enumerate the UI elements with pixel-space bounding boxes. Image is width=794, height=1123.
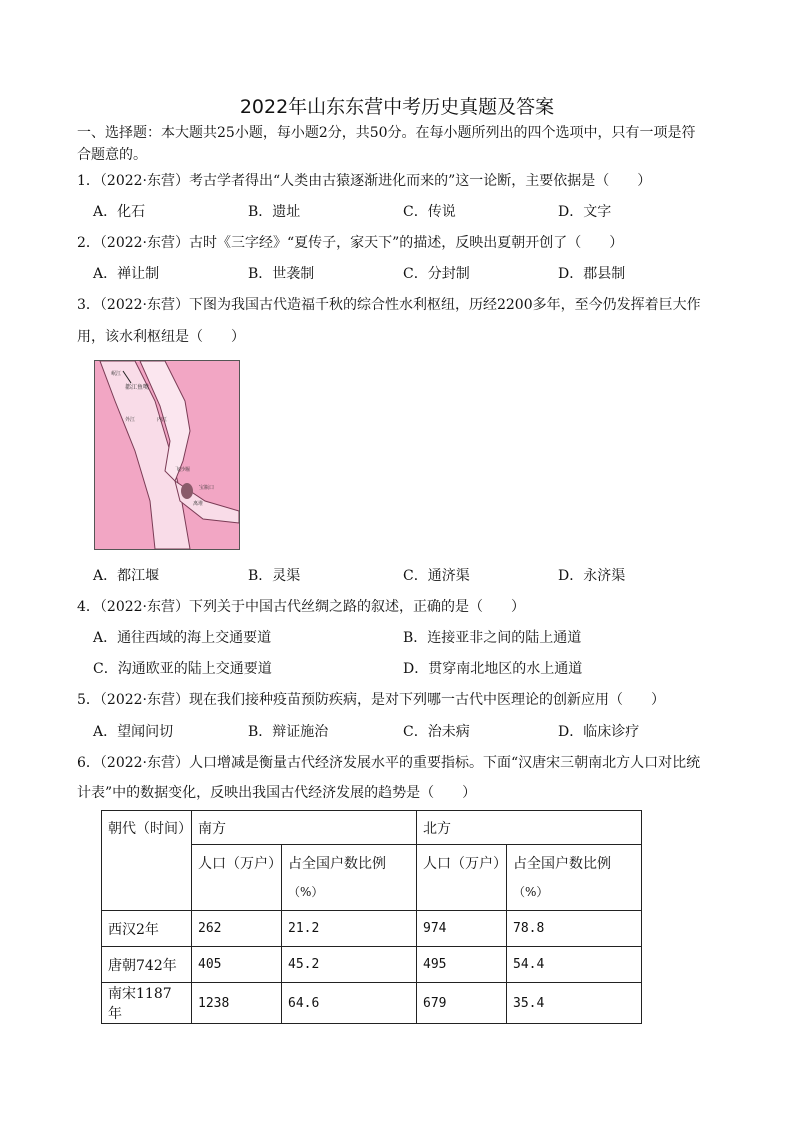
table-row bbox=[102, 983, 642, 1024]
row-north-ratio: 54.4 bbox=[507, 947, 642, 983]
row-north-pop: 679 bbox=[417, 983, 507, 1024]
question-2: 2．（2022·东营）古时《三字经》“夏传子，家天下”的描述，反映出夏朝开创了（ ） bbox=[77, 235, 624, 251]
q1-option-a: A．化石 bbox=[93, 204, 146, 220]
question-5: 5．（2022·东营）现在我们接种疫苗预防疾病，是对下列哪一古代中医理论的创新应用（ ） bbox=[77, 692, 665, 708]
row-era: 西汉2年 bbox=[102, 911, 192, 947]
map-illustration bbox=[95, 361, 239, 549]
q5-option-d: D．临床诊疗 bbox=[558, 724, 640, 740]
header-north-ratio bbox=[507, 845, 642, 911]
q4-option-c: C．沟通欧亚的陆上交通要道 bbox=[93, 661, 272, 677]
dujiangyan-map bbox=[94, 360, 240, 550]
header-south-pop: 人口（万户） bbox=[192, 845, 282, 911]
row-era: 南宋1187年 bbox=[102, 983, 192, 1024]
section-instructions: 一、选择题：本大题共25小题，每小题2分，共50分。在每小题所列出的四个选项中，只有一项是符 bbox=[77, 125, 696, 141]
q3-option-d: D．永济渠 bbox=[558, 568, 626, 584]
population-table bbox=[101, 810, 642, 1024]
map-label-feisha: 飞沙堰 bbox=[175, 467, 191, 473]
table-row bbox=[102, 911, 642, 947]
q5-option-c: C．治未病 bbox=[403, 724, 470, 740]
q3-option-c: C．通济渠 bbox=[403, 568, 470, 584]
q5-option-a: A．望闻问切 bbox=[93, 724, 174, 740]
q4-option-a: A．通往西域的海上交通要道 bbox=[93, 630, 272, 646]
row-south-ratio: 64.6 bbox=[282, 983, 417, 1024]
q1-option-b: B．遗址 bbox=[248, 204, 301, 220]
question-6: 6．（2022·东营）人口增减是衡量古代经济发展水平的重要指标。下面“汉唐宋三朝南北方人口对比统 bbox=[77, 755, 701, 771]
row-north-ratio: 78.8 bbox=[507, 911, 642, 947]
q3-option-b: B．灵渠 bbox=[248, 568, 301, 584]
map-label-baoping: 宝瓶口 bbox=[199, 485, 215, 491]
q2-option-b: B．世袭制 bbox=[248, 266, 315, 282]
header-north-ratio-unit: （%） bbox=[513, 885, 549, 899]
q1-option-c: C．传说 bbox=[403, 204, 456, 220]
header-south-ratio-unit: （%） bbox=[288, 885, 324, 899]
map-label-lidui: 离堆 bbox=[193, 501, 204, 507]
header-north-pop: 人口（万户） bbox=[417, 845, 507, 911]
header-south: 南方 bbox=[192, 811, 417, 845]
map-label-dam: 都江鱼嘴 bbox=[125, 384, 150, 391]
q1-option-d: D．文字 bbox=[558, 204, 612, 220]
row-south-ratio: 21.2 bbox=[282, 911, 417, 947]
section-instructions-cont: 合题意的。 bbox=[77, 147, 147, 163]
header-north: 北方 bbox=[417, 811, 642, 845]
row-era: 唐朝742年 bbox=[102, 947, 192, 983]
row-north-ratio: 35.4 bbox=[507, 983, 642, 1024]
row-north-pop: 495 bbox=[417, 947, 507, 983]
row-south-pop: 1238 bbox=[192, 983, 282, 1024]
question-6-cont: 计表”中的数据变化，反映出我国古代经济发展的趋势是（ ） bbox=[77, 785, 477, 801]
q3-option-a: A．都江堰 bbox=[93, 568, 160, 584]
question-1: 1．（2022·东营）考古学者得出“人类由古猿逐渐进化而来的”这一论断，主要依据是（ ） bbox=[77, 173, 652, 189]
table-row bbox=[102, 947, 642, 983]
question-3: 3．（2022·东营）下图为我国古代造福千秋的综合性水利枢纽，历经2200多年，至今仍发挥着巨大作 bbox=[77, 297, 701, 313]
q5-option-b: B．辩证施治 bbox=[248, 724, 329, 740]
q4-option-d: D．贯穿南北地区的水上通道 bbox=[403, 661, 583, 677]
row-south-ratio: 45.2 bbox=[282, 947, 417, 983]
row-south-pop: 262 bbox=[192, 911, 282, 947]
q4-option-b: B．连接亚非之间的陆上通道 bbox=[403, 630, 582, 646]
header-north-ratio-label: 占全国户数比例 bbox=[513, 856, 611, 872]
header-south-ratio bbox=[282, 845, 417, 911]
map-label-inner: 内江 bbox=[157, 417, 168, 423]
map-label-outer: 外江 bbox=[125, 417, 136, 423]
row-north-pop: 974 bbox=[417, 911, 507, 947]
map-label-river: 岷江 bbox=[111, 371, 122, 377]
page-title: 2022年山东东营中考历史真题及答案 bbox=[239, 96, 555, 118]
q2-option-c: C．分封制 bbox=[403, 266, 470, 282]
question-3-cont: 用，该水利枢纽是（ ） bbox=[77, 329, 245, 345]
header-south-ratio-label: 占全国户数比例 bbox=[288, 856, 386, 872]
question-4: 4．（2022·东营）下列关于中国古代丝绸之路的叙述，正确的是（ ） bbox=[77, 599, 525, 615]
q2-option-d: D．郡县制 bbox=[558, 266, 626, 282]
header-era: 朝代（时间） bbox=[102, 811, 192, 911]
q2-option-a: A．禅让制 bbox=[93, 266, 160, 282]
row-south-pop: 405 bbox=[192, 947, 282, 983]
